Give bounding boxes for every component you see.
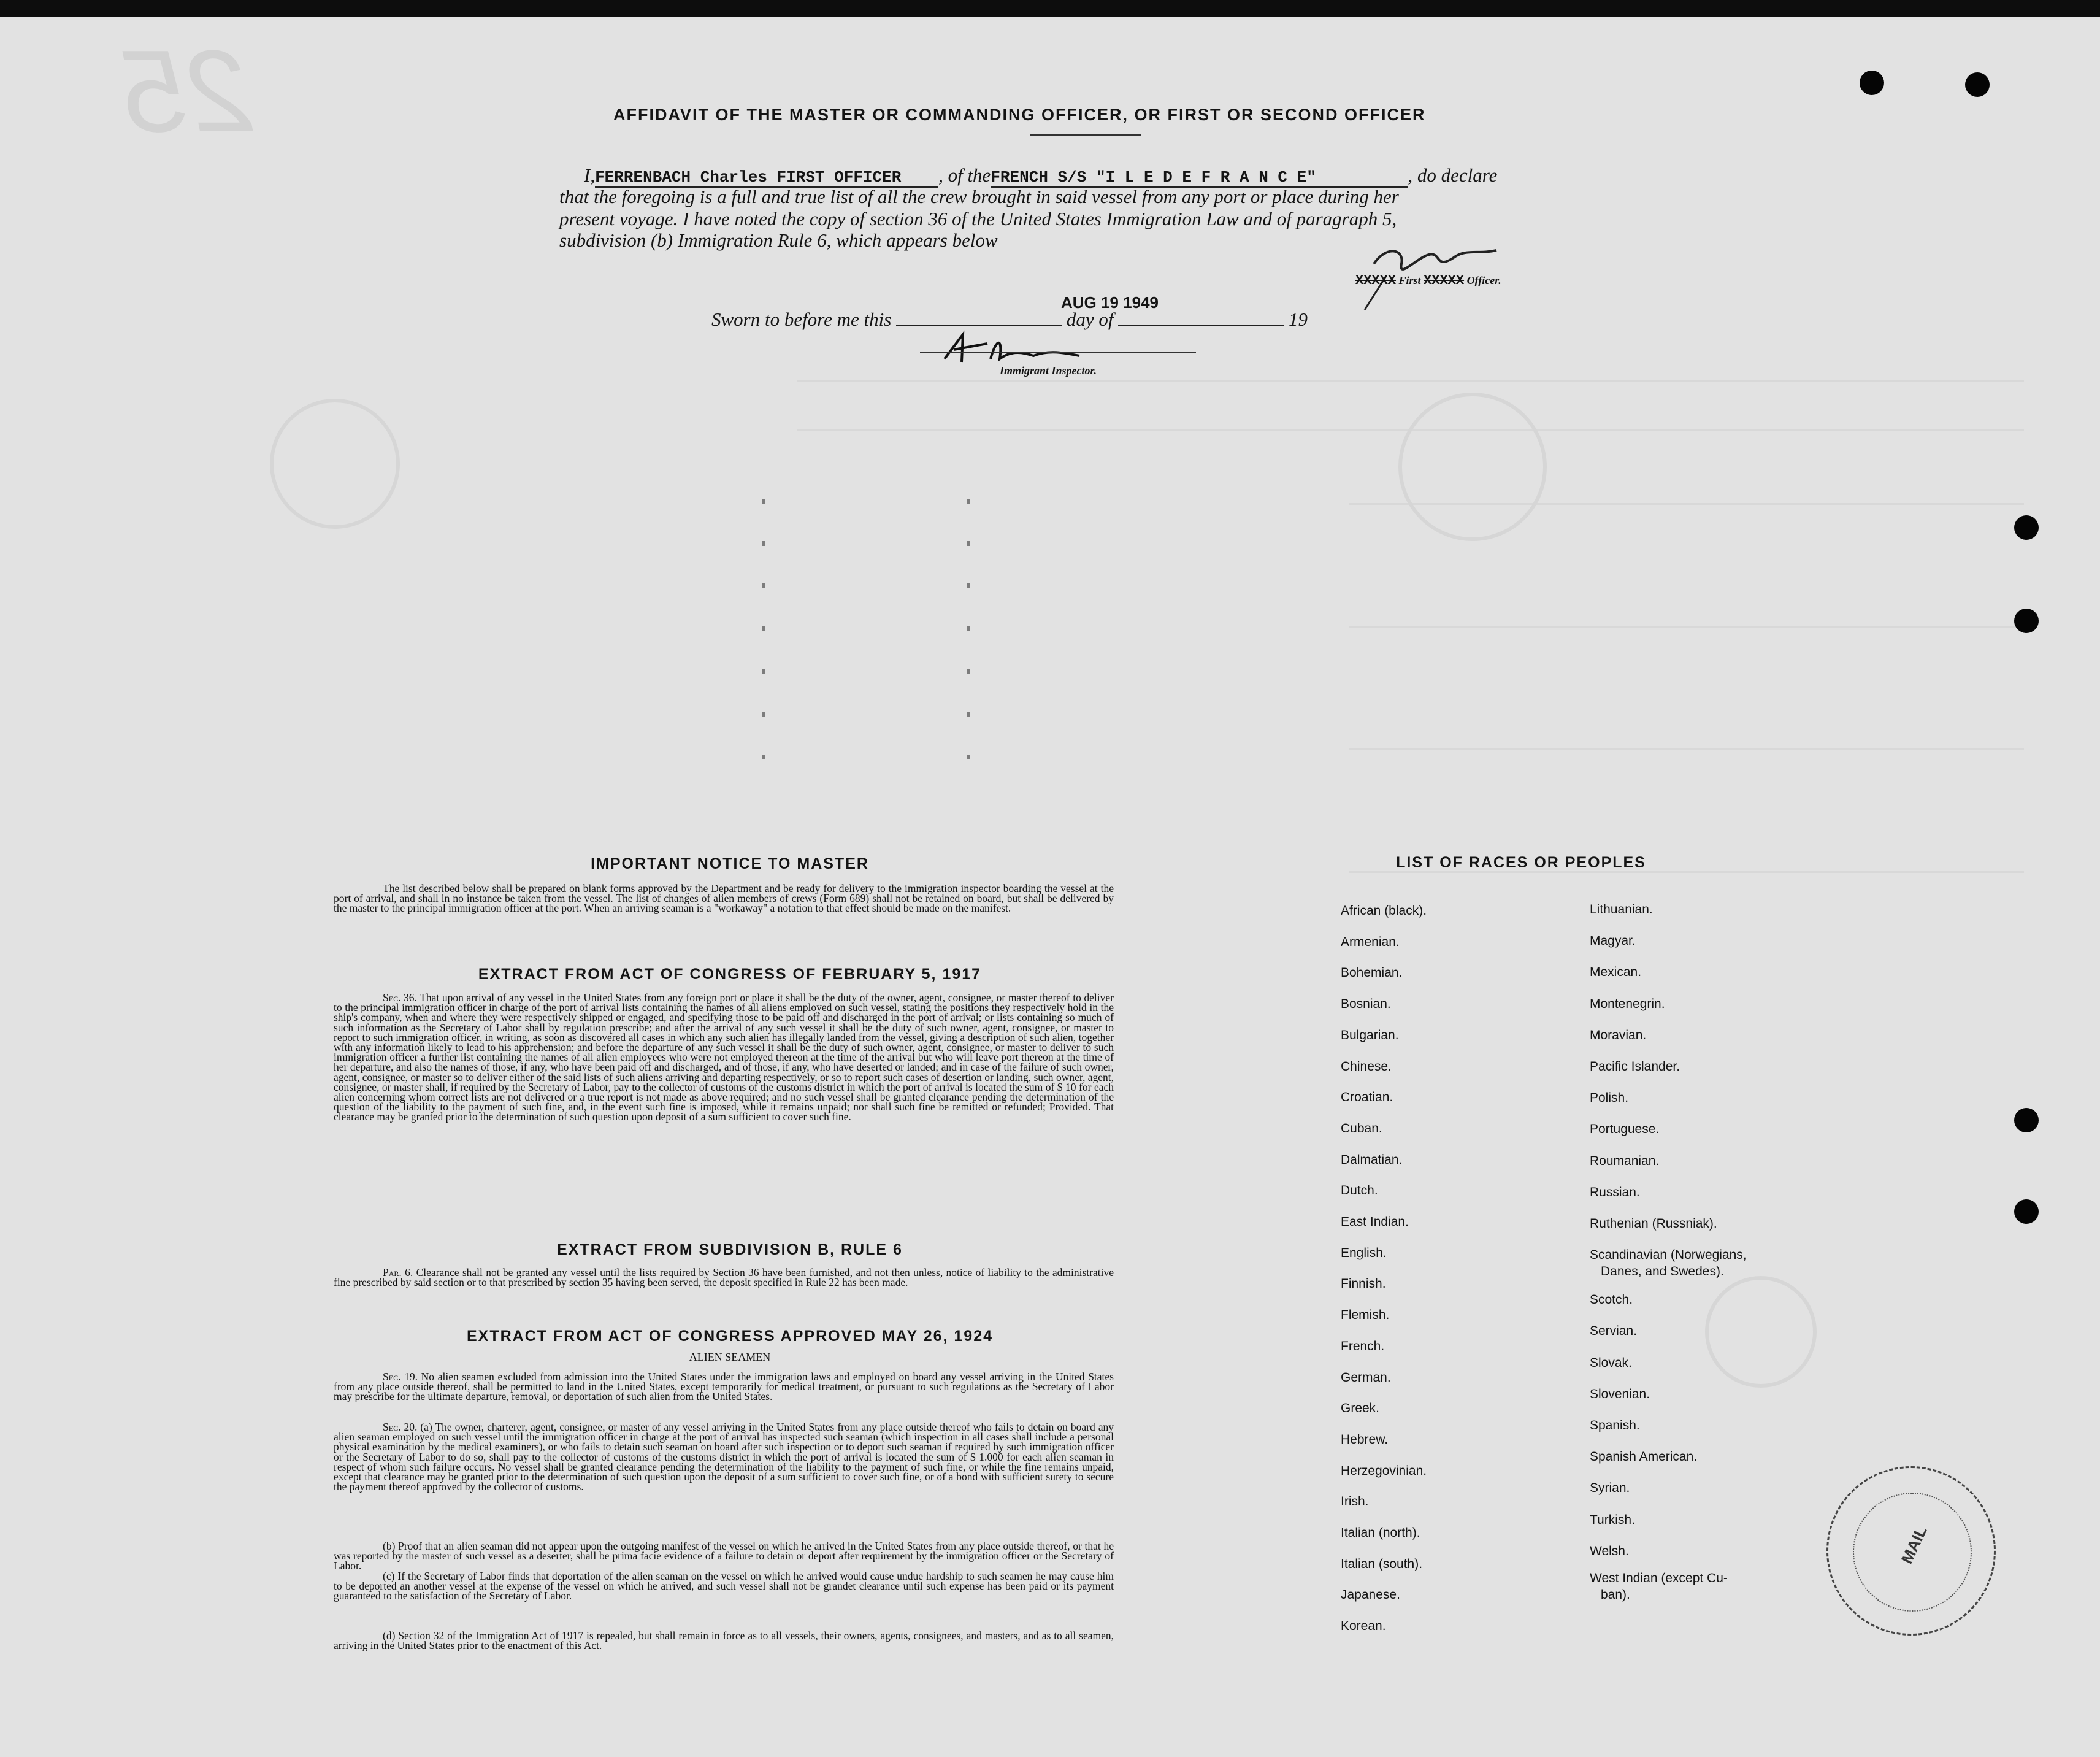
declarant-prefix: I,: [584, 164, 596, 186]
sworn-day-of: day of: [1066, 309, 1114, 330]
punch-hole: [2014, 1108, 2039, 1132]
inspector-caption: Immigrant Inspector.: [1000, 364, 1097, 377]
do-declare-text: , do declare: [1408, 164, 1498, 186]
officer-strike-1: XXXXX: [1355, 273, 1397, 288]
ghost-page-number: 25: [123, 26, 253, 156]
race-item: French.: [1341, 1339, 1385, 1353]
race-item: Italian (south).: [1341, 1556, 1423, 1571]
scan-top-border: [0, 0, 2100, 17]
sec20b-text: (b) Proof that an alien seaman did not appear upon the outgoing manifest of the vessel on which he arrived in the United States from any place outside thereof, or that he was reported by the master of such vessel as a deserter, shall be prima facie evidence of a failure to detain or deport after requirement by the immigration officer or the Secretary of Labor.: [334, 1540, 1114, 1572]
race-item: Cuban.: [1341, 1121, 1382, 1136]
race-item: Mexican.: [1590, 965, 1642, 980]
mark: [762, 499, 765, 504]
extract-1917-text: [334, 993, 1114, 1122]
declaration-line-1: [584, 164, 1497, 188]
officer-signature: [1349, 221, 1533, 313]
officer-caption-officer: Officer.: [1466, 274, 1501, 286]
punch-hole: [1860, 71, 1884, 95]
notice-title: IMPORTANT NOTICE TO MASTER: [591, 855, 869, 872]
stamp-text: MAIL: [1897, 1523, 1931, 1567]
mark: [762, 626, 765, 631]
race-item: Armenian.: [1341, 934, 1400, 949]
race-item: Italian (north).: [1341, 1526, 1420, 1540]
race-item: Scandinavian (Norwegians,: [1590, 1248, 1747, 1263]
race-item: Slovak.: [1590, 1355, 1632, 1370]
ghost-seal: [270, 399, 400, 529]
declaration-line-4: subdivision (b) Immigration Rule 6, which appears below: [559, 229, 998, 251]
sworn-prefix: Sworn to before me this: [711, 309, 892, 330]
extract-1924-title: EXTRACT FROM ACT OF CONGRESS APPROVED MAY 26, 1924: [466, 1328, 994, 1345]
race-item: Roumanian.: [1590, 1153, 1660, 1168]
date-stamp: AUG 19 1949: [1061, 293, 1159, 312]
race-item: Moravian.: [1590, 1028, 1647, 1042]
bleed-line: [1349, 748, 2024, 750]
race-item: Portuguese.: [1590, 1122, 1660, 1137]
race-item: African (black).: [1341, 904, 1427, 918]
sworn-year: 19: [1288, 309, 1308, 330]
punch-hole: [1965, 72, 1990, 97]
mark: [762, 583, 765, 588]
mark: [762, 712, 765, 717]
officer-strike-2: XXXXX: [1424, 273, 1465, 288]
ghost-seal: [1705, 1276, 1817, 1388]
officer-caption: [1355, 273, 1501, 288]
par6-label: Par. 6.: [383, 1266, 413, 1278]
inspector-line: [920, 352, 1196, 353]
race-item: Russian.: [1590, 1185, 1640, 1199]
subdivision-b-text: [334, 1267, 1114, 1287]
ghost-seal: [1398, 393, 1547, 541]
race-item: Lithuanian.: [1590, 902, 1653, 917]
race-item: Hebrew.: [1341, 1432, 1389, 1447]
race-item: Herzegovinian.: [1341, 1463, 1427, 1478]
race-item: English.: [1341, 1245, 1387, 1260]
mail-stamp: [1826, 1466, 1996, 1636]
race-item: East Indian.: [1341, 1215, 1409, 1229]
race-item: Bulgarian.: [1341, 1028, 1399, 1042]
race-item: Polish.: [1590, 1091, 1629, 1105]
sec19-text: Sec. 19. No alien seamen excluded from admission into the United States under the immigration laws and employed on board any vessel arriving in the United States from any place outside thereof, shall be permitted to land in the United States, except temporarily for medical treatment, or pursuant to such regulations as the Secretary of Labor may prescribe for the ultimate departure, removal, or deportation of such alien from the United States.: [334, 1371, 1114, 1403]
declaration-line-3: present voyage. I have noted the copy of section 36 of the United States Immigration Law and of paragraph 5,: [559, 208, 1397, 229]
mark: [967, 669, 970, 674]
punch-hole: [2014, 515, 2039, 540]
race-item: Japanese.: [1341, 1588, 1400, 1602]
punch-hole: [2014, 1199, 2039, 1224]
race-item: Finnish.: [1341, 1277, 1386, 1291]
race-item: Flemish.: [1341, 1308, 1390, 1323]
mark: [967, 755, 970, 759]
race-item: Spanish American.: [1590, 1450, 1698, 1464]
bleed-line: [797, 380, 2024, 382]
race-item: Montenegrin.: [1590, 996, 1665, 1011]
race-item: Slovenian.: [1590, 1386, 1650, 1401]
mark: [762, 755, 765, 759]
affidavit-title: AFFIDAVIT OF THE MASTER OR COMMANDING OFFICER, OR FIRST OR SECOND OFFICER: [613, 106, 1426, 124]
race-item: West Indian (except Cu-: [1590, 1571, 1728, 1585]
extract-1917-title: EXTRACT FROM ACT OF CONGRESS OF FEBRUARY 5, 1917: [478, 966, 982, 983]
races-title: LIST OF RACES OR PEOPLES: [1396, 854, 1646, 871]
par6-text: Clearance shall not be granted any vessel until the lists required by Section 36 have been furnished, and not then unless, notice of liability to the administrative fine prescribed by said section or to that prescribed by section 35 having been served, the deposit specified in Rule 22 has been made.: [334, 1266, 1114, 1289]
punch-hole: [2014, 609, 2039, 633]
race-item: Danes, and Swedes).: [1601, 1264, 1724, 1279]
subdivision-b-title: EXTRACT FROM SUBDIVISION B, RULE 6: [557, 1241, 903, 1258]
mark: [762, 669, 765, 674]
race-item: Bosnian.: [1341, 997, 1391, 1012]
mark: [967, 583, 970, 588]
sec20-label: Sec. 20.: [383, 1421, 418, 1433]
bleed-line: [1349, 626, 2024, 628]
race-item: Servian.: [1590, 1324, 1638, 1339]
race-item: Turkish.: [1590, 1512, 1635, 1527]
title-underline: [1030, 134, 1141, 136]
alien-seamen-subtitle: ALIEN SEAMEN: [689, 1351, 771, 1363]
sec36-label: Sec. 36.: [383, 991, 417, 1004]
mark: [967, 541, 970, 546]
race-item: Syrian.: [1590, 1481, 1630, 1496]
race-item: Magyar.: [1590, 934, 1636, 948]
race-item: German.: [1341, 1370, 1391, 1385]
race-item: Dutch.: [1341, 1183, 1378, 1198]
sec19-label: Sec. 19.: [383, 1371, 418, 1383]
race-item: Scotch.: [1590, 1293, 1633, 1307]
mark: [967, 712, 970, 717]
race-item: Greek.: [1341, 1401, 1380, 1416]
race-item: Ruthenian (Russniak).: [1590, 1217, 1717, 1231]
race-item: Pacific Islander.: [1590, 1059, 1680, 1074]
race-item: ban).: [1601, 1587, 1630, 1602]
race-item: Korean.: [1341, 1619, 1386, 1634]
officer-caption-first: First: [1398, 274, 1421, 286]
race-item: Croatian.: [1341, 1090, 1393, 1105]
race-item: Spanish.: [1590, 1418, 1640, 1432]
race-item: Bohemian.: [1341, 966, 1403, 980]
race-item: Dalmatian.: [1341, 1152, 1403, 1167]
mark: [967, 499, 970, 504]
declarant-name: FERRENBACH Charles FIRST OFFICER: [595, 168, 938, 188]
mark: [967, 626, 970, 631]
sec20-text: Sec. 20. (a) The owner, charterer, agent, consignee, or master of any vessel arriving in the United States from any place outside thereof who fails to detain on board any alien seaman employed on such vessel until the immigration officer in charge at the port of arrival has inspected such seaman (which inspection in all cases shall include a personal physical examination by the medical examiners), or who fails to detain such seaman on board after such inspection or to deport such seaman if required by such immigration officer or the Secretary of Labor to do so, shall pay to the collector of customs of the customs district in which the port of arrival is located the sum of $ 1.000 for each alien seaman in respect of whom such failure occurs. No vessel shall be granted clearance pending the determination of the liability to the payment of such fine, or while the fine remains unpaid, except that clearance may be granted prior to the determination of such question upon the deposit of a sum sufficient to cover such fine, or of a bond with sufficient surety to secure the payment thereof approved by the collector of customs.: [334, 1421, 1114, 1493]
race-item: Welsh.: [1590, 1544, 1629, 1558]
sec20d-text: (d) Section 32 of the Immigration Act of 1917 is repealed, but shall remain in force as to all vessels, their owners, agents, consignees, and masters, and as to all seamen, arriving in the United States prior to the enactment of this Act.: [334, 1629, 1114, 1652]
race-item: Chinese.: [1341, 1059, 1392, 1074]
vessel-name: FRENCH S/S "I L E D E F R A N C E": [991, 168, 1408, 188]
declaration-line-2: that the foregoing is a full and true list of all the crew brought in said vessel from any port or place during her: [559, 186, 1399, 207]
sec20c-text: (c) If the Secretary of Labor finds that deportation of the alien seaman on the vessel on which he arrived would cause undue hardship to such seamen he may cause him to be deported an another vessel at the expense of the vessel on which he arrived, and such vessel shall not be grandet clearance until such expense has been paid or its payment guaranteed to the satisfaction of the Secretary of Labor.: [334, 1570, 1114, 1602]
mark: [762, 541, 765, 546]
sec36-text: That upon arrival of any vessel in the United States from any foreign port or place it shall be the duty of the owner, agent, consignee, or master thereof to deliver to the principal immigration officer in charge of the port of arrival lists containing the names of all aliens employed on such vessel, stating the positions they respectively hold in the ship's company, when and where they were respectively shipped or engaged, and specifying those to be paid off and discharged in the port of arrival; or lists containing so much of such information as the Secretary of Labor shall by regulation prescribe; and after the arrival of any such vessel it shall be the duty of such owner, agent, consignee, or master to report to such immigration officer, in writing, as soon as discovered all cases in which any such alien has illegally landed from the vessel, giving a description of such alien, together with any information likely to lead to his apprehension; and before the departure of any such vessel it shall be the duty of such owner, agent, consignee, or master to deliver to such immigration officer a further list containing the names of all alien employees who were not employed thereon at the time of the arrival but who will leave port thereon at the time of her departure, and also the names of those, if any, who have been paid off and discharged, and of those, if any, who have deserted or landed; and in case of the failure of such owner, agent, consignee, or master so to deliver either of the said lists of such aliens arriving and departing respectively, or so to report such cases of desertion or landing, such owner, agent, consignee, or master shall, if required by the Secretary of Labor, pay to the collector of customs of the customs district in which the port of arrival is located the sum of $ 10 for each alien concerning whom correct lists are not delivered or a true report is not made as above required; and no such vessel shall be granted clearance pending the determination of the question of the liability to the payment of such fine, and, in the event such fine is imposed, while it remains unpaid; nor shall such fine be remitted or refunded; Provided. That clearance may be granted prior to the determination of such question upon deposit of a sum sufficient to cover such fine.: [334, 991, 1114, 1123]
of-the-text: , of the: [938, 164, 991, 186]
race-item: Irish.: [1341, 1494, 1369, 1509]
notice-text: The list described below shall be prepared on blank forms approved by the Department and be ready for delivery to the immigration inspector boarding the vessel at the port of arrival, and shall in no instance be taken from the vessel. The list of changes of alien members of crews (Form 689) shall not be retained on board, but shall be delivered by the master to the principal immigration officer at the port. When an arriving seaman is a "workaway" a notation to that effect should be made on the manifest.: [334, 882, 1114, 915]
